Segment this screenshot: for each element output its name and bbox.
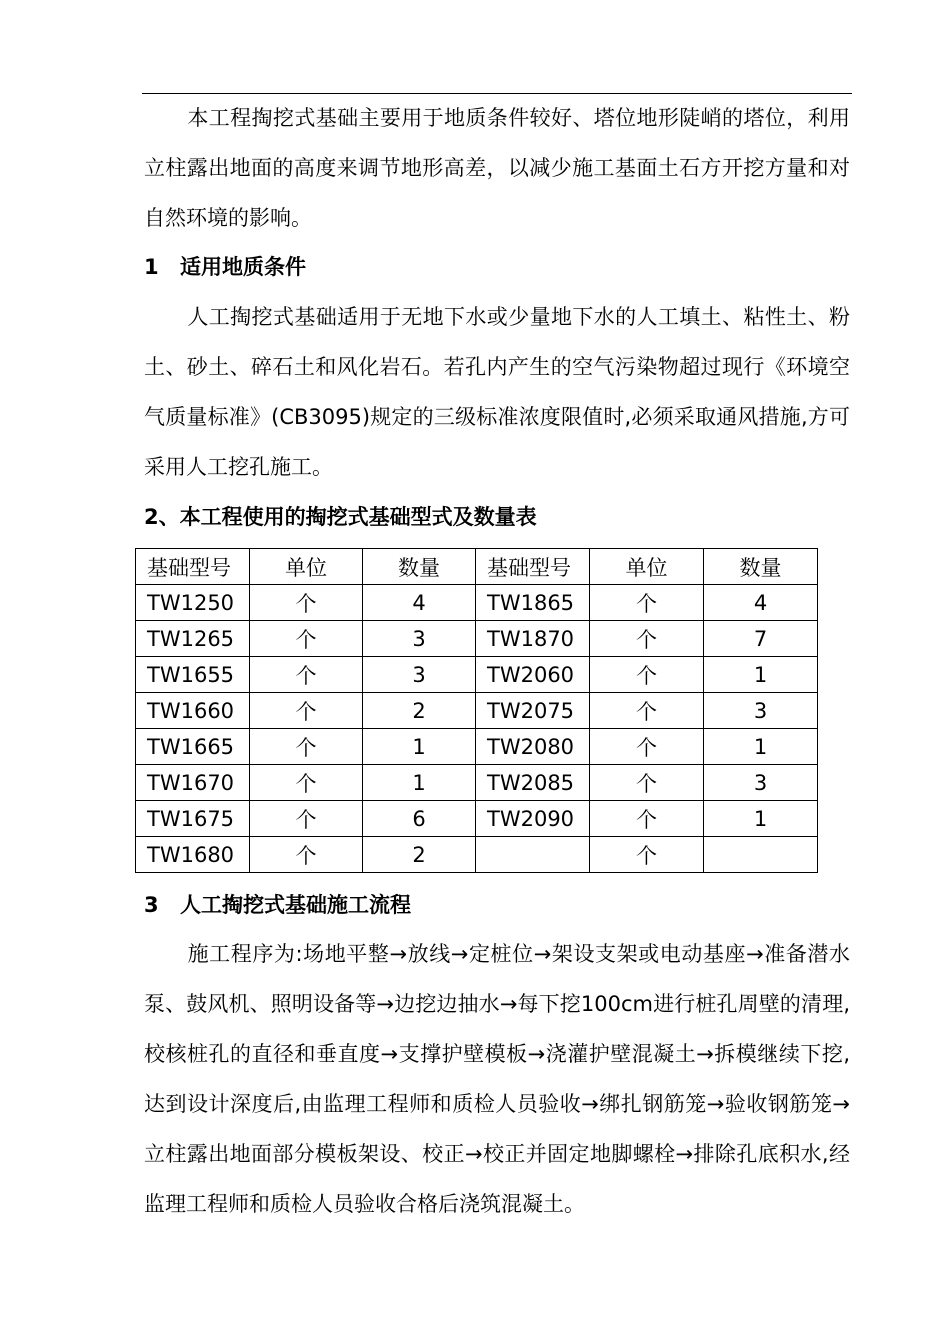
cell-quantity: 4 [704, 585, 818, 621]
cell-quantity: 7 [704, 621, 818, 657]
cell-quantity: 1 [704, 801, 818, 837]
table-row [136, 585, 818, 621]
cell-model: TW1265 [136, 621, 250, 657]
cell-model: TW1655 [136, 657, 250, 693]
cell-quantity: 3 [704, 693, 818, 729]
cell-model: TW1670 [136, 765, 250, 801]
cell-model: TW1680 [136, 837, 250, 873]
cell-quantity: 1 [704, 657, 818, 693]
cell-model [476, 837, 590, 873]
cell-quantity: 1 [704, 729, 818, 765]
cell-unit: 个 [250, 765, 363, 801]
cell-quantity: 3 [363, 621, 476, 657]
cell-model: TW2080 [476, 729, 590, 765]
section-3-title: 人工掏挖式基础施工流程 [180, 893, 411, 917]
table-row [136, 621, 818, 657]
cell-unit: 个 [590, 729, 704, 765]
cell-model: TW2075 [476, 693, 590, 729]
cell-unit: 个 [250, 657, 363, 693]
foundation-quantity-table [135, 548, 818, 873]
cell-unit: 个 [590, 585, 704, 621]
cell-quantity: 1 [363, 765, 476, 801]
cell-model: TW1250 [136, 585, 250, 621]
section-2-heading: 2、本工程使用的掏挖式基础型式及数量表 [144, 505, 537, 529]
cell-unit: 个 [250, 837, 363, 873]
header-quantity: 数量 [363, 549, 476, 585]
table-row [136, 801, 818, 837]
cell-quantity: 6 [363, 801, 476, 837]
cell-model: TW2060 [476, 657, 590, 693]
cell-unit: 个 [250, 585, 363, 621]
cell-model: TW1675 [136, 801, 250, 837]
cell-unit: 个 [590, 765, 704, 801]
table-body [136, 549, 818, 873]
section-1-heading [144, 252, 306, 282]
cell-unit: 个 [250, 621, 363, 657]
cell-model: TW1665 [136, 729, 250, 765]
cell-quantity: 1 [363, 729, 476, 765]
cell-unit: 个 [250, 693, 363, 729]
cell-quantity: 2 [363, 693, 476, 729]
header-quantity: 数量 [704, 549, 818, 585]
cell-model: TW2085 [476, 765, 590, 801]
cell-model: TW1865 [476, 585, 590, 621]
table-row [136, 657, 818, 693]
header-model: 基础型号 [476, 549, 590, 585]
table-header-row [136, 549, 818, 585]
section-1-title: 适用地质条件 [180, 255, 306, 279]
cell-unit: 个 [250, 801, 363, 837]
cell-unit: 个 [250, 729, 363, 765]
section-3-paragraph: 施工程序为:场地平整→放线→定桩位→架设支架或电动基座→准备潜水泵、鼓风机、照明设备等→边挖边抽水→每下挖100cm进行桩孔周壁的清理,校核桩孔的直径和垂直度→支撑护壁模板→浇灌护壁混凝土→拆模继续下挖,达到设计深度后,由监理工程师和质检人员验收→绑扎钢筋笼→验收钢筋笼→立柱露出地面部分模板架设、校正→校正并固定地脚螺栓→排除孔底积水,经监理工程师和质检人员验收合格后浇筑混凝土。 [144, 942, 850, 1216]
section-3-heading [144, 890, 411, 920]
cell-quantity: 3 [704, 765, 818, 801]
cell-model: TW1870 [476, 621, 590, 657]
header-unit: 单位 [590, 549, 704, 585]
intro-paragraph: 本工程掏挖式基础主要用于地质条件较好、塔位地形陡峭的塔位，利用立柱露出地面的高度来调节地形高差，以减少施工基面土石方开挖方量和对自然环境的影响。 [144, 106, 850, 230]
header-unit: 单位 [250, 549, 363, 585]
cell-quantity: 2 [363, 837, 476, 873]
table-row [136, 765, 818, 801]
cell-quantity [704, 837, 818, 873]
cell-model: TW2090 [476, 801, 590, 837]
cell-model: TW1660 [136, 693, 250, 729]
cell-unit: 个 [590, 657, 704, 693]
cell-unit: 个 [590, 837, 704, 873]
cell-unit: 个 [590, 621, 704, 657]
section-1-number: 1 [144, 255, 159, 279]
cell-unit: 个 [590, 693, 704, 729]
cell-quantity: 4 [363, 585, 476, 621]
header-model: 基础型号 [136, 549, 250, 585]
table-row [136, 693, 818, 729]
section-3-number: 3 [144, 893, 159, 917]
section-1-paragraph: 人工掏挖式基础适用于无地下水或少量地下水的人工填土、粘性土、粉土、砂土、碎石土和风化岩石。若孔内产生的空气污染物超过现行《环境空气质量标准》(CB3095)规定的三级标准浓度限值时,必须采取通风措施,方可采用人工挖孔施工。 [144, 305, 850, 479]
table-row [136, 837, 818, 873]
table-row [136, 729, 818, 765]
cell-quantity: 3 [363, 657, 476, 693]
cell-unit: 个 [590, 801, 704, 837]
